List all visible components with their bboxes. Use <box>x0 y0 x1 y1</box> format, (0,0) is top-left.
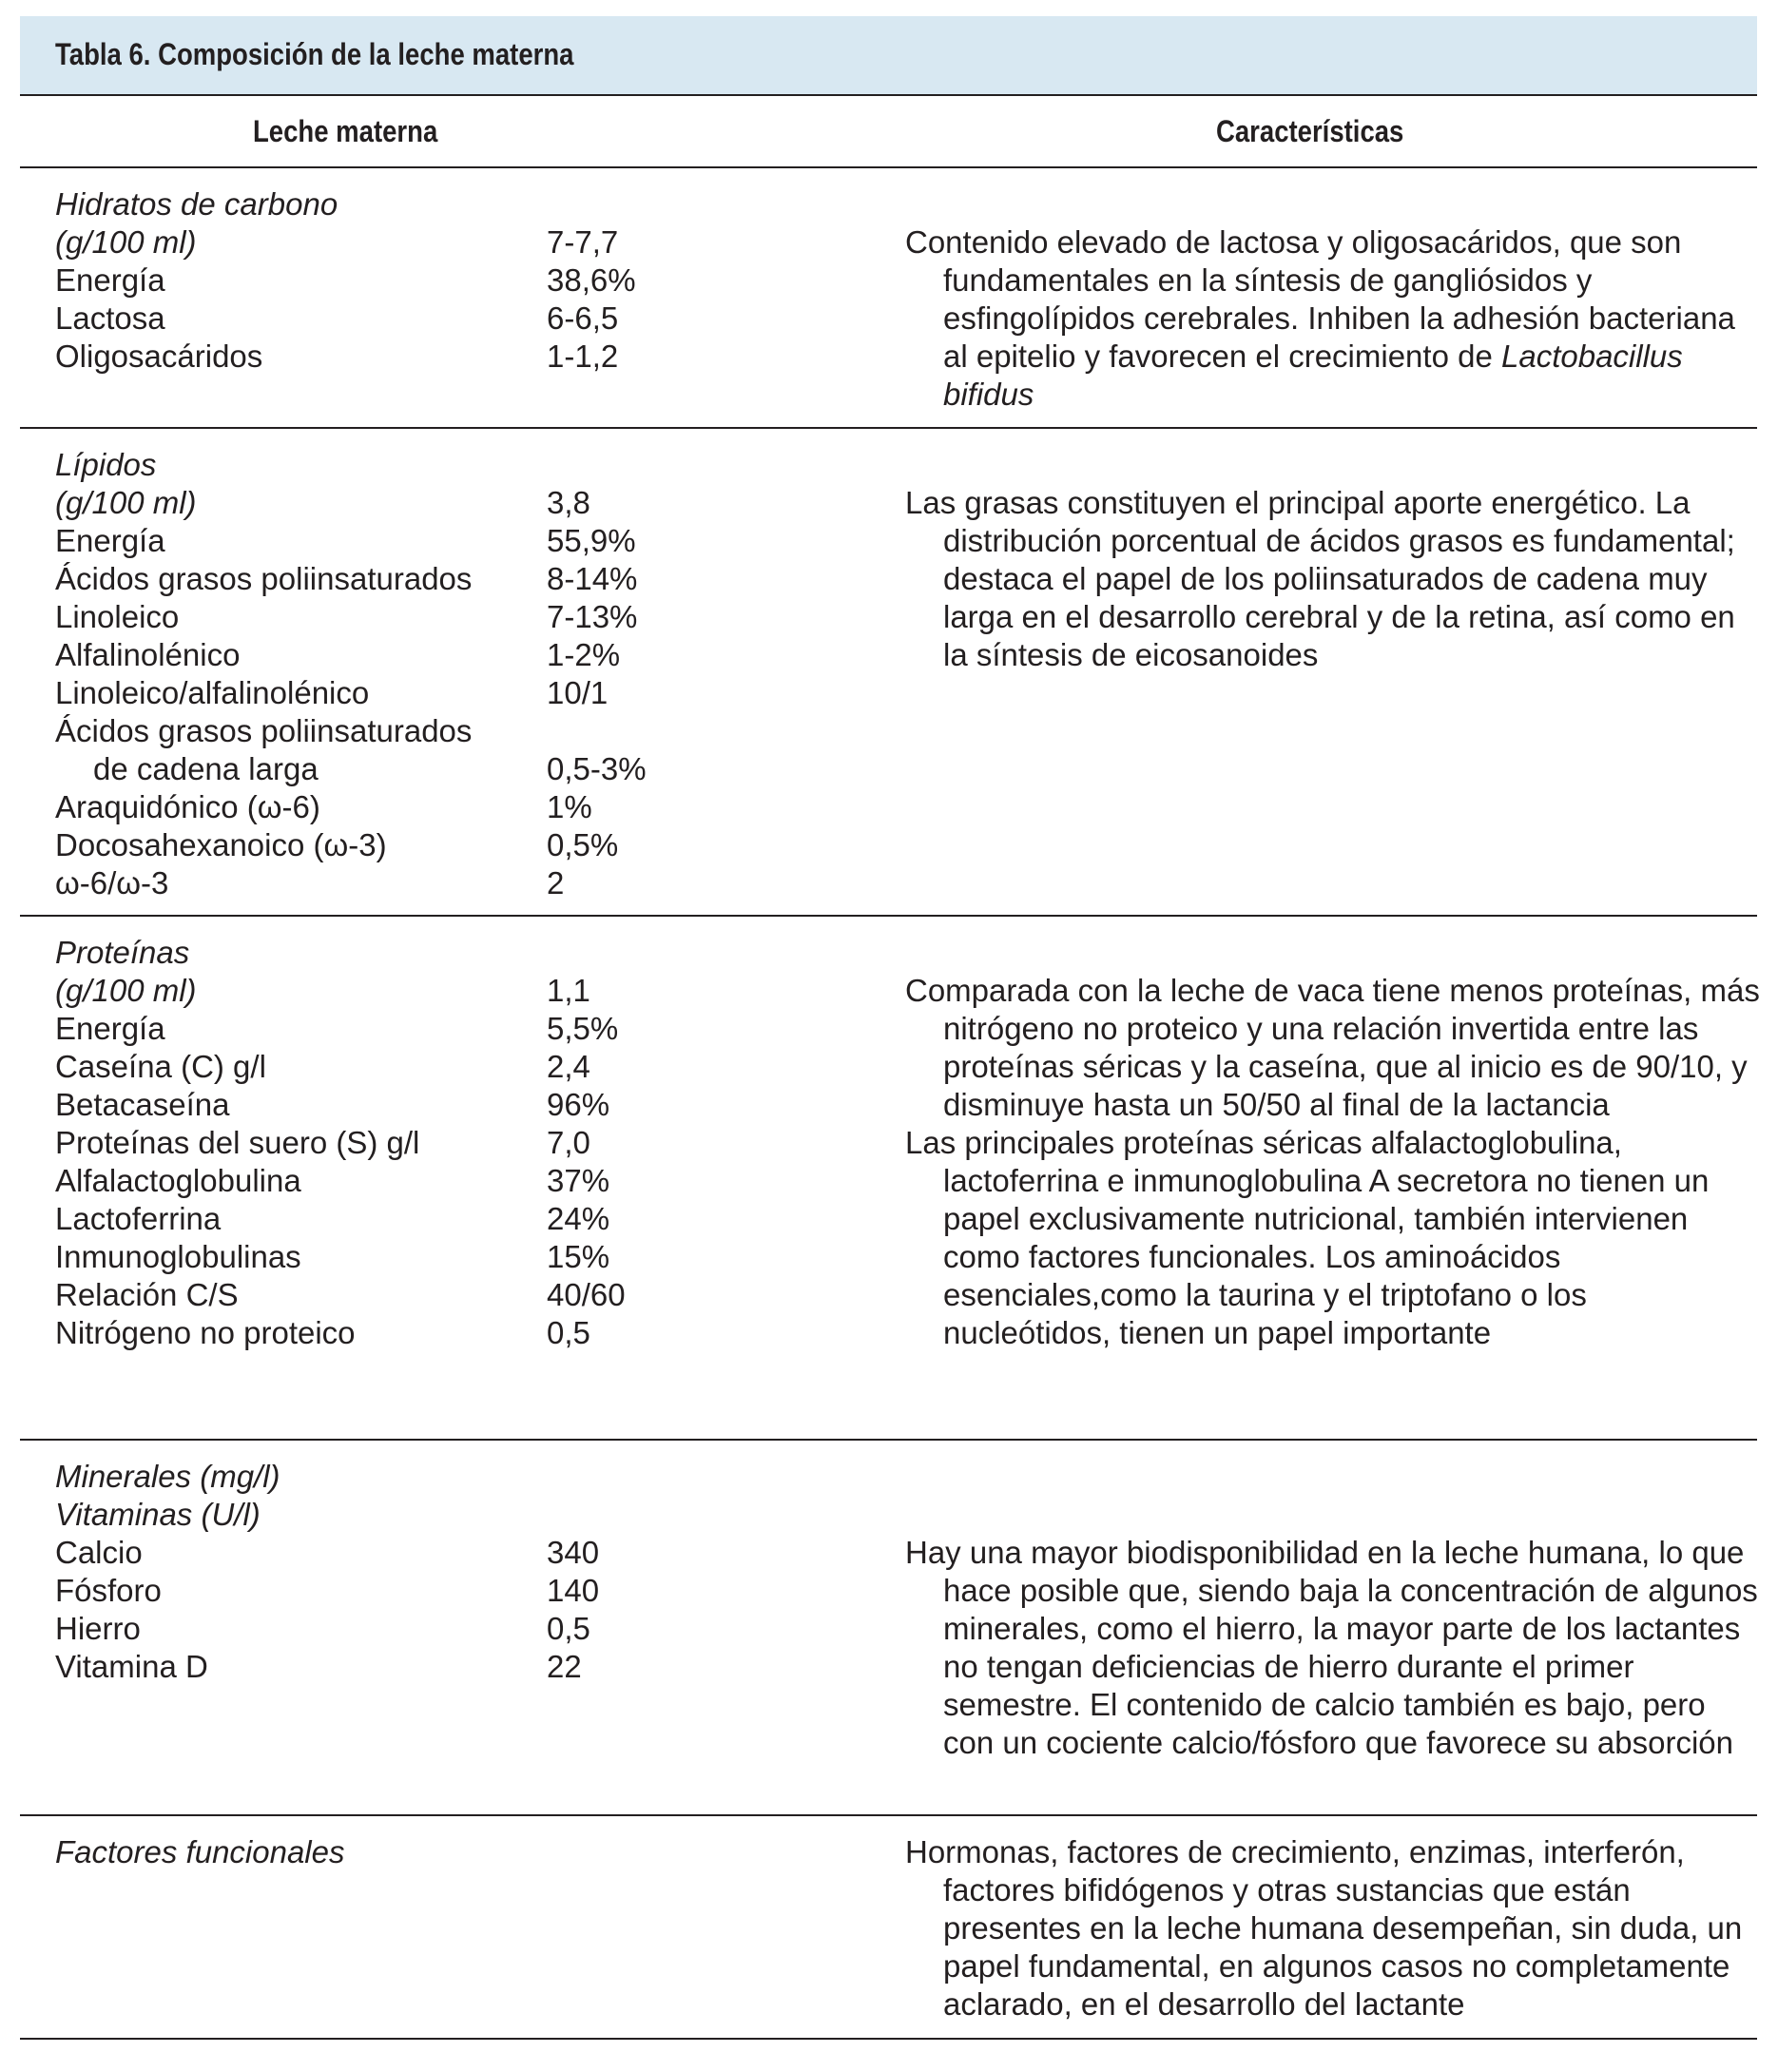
parameter-label: Minerales (mg/l) <box>55 1459 280 1494</box>
table-row <box>55 223 832 261</box>
parameter-label: Ácidos grasos poliinsaturados <box>55 713 473 748</box>
column-header-leche-materna: Leche materna <box>253 114 438 148</box>
parameter-label: Docosahexanoico (ω-3) <box>55 827 387 862</box>
table-row <box>55 712 832 750</box>
table-row <box>55 972 832 1010</box>
parameter-value <box>547 1833 832 1871</box>
parameter-value: 1% <box>547 789 592 824</box>
table-row <box>55 750 832 788</box>
table-row <box>55 185 832 223</box>
table-row <box>55 826 832 864</box>
parameter-value <box>547 712 832 750</box>
table-section <box>20 917 1760 1441</box>
parameter-label: de cadena larga <box>93 751 319 786</box>
table-section <box>20 1816 1757 2040</box>
parameter-label: Fósforo <box>55 1573 162 1608</box>
table-row <box>55 1276 832 1314</box>
parameter-label: (g/100 ml) <box>55 485 197 520</box>
parameter-value: 0,5% <box>547 827 619 862</box>
parameter-label: (g/100 ml) <box>55 973 197 1008</box>
table-row <box>55 522 832 560</box>
parameter-label: Betacaseína <box>55 1087 230 1122</box>
parameter-value: 22 <box>547 1649 582 1684</box>
parameter-label: Araquidónico (ω-6) <box>55 789 320 824</box>
table-row <box>55 484 832 522</box>
parameter-label: ω-6/ω-3 <box>55 865 169 900</box>
parameter-label: Alfalinolénico <box>55 637 241 672</box>
table-row <box>55 1458 832 1496</box>
section-characteristics <box>905 972 1761 1352</box>
table-row <box>55 1572 832 1610</box>
parameter-value: 96% <box>547 1087 610 1122</box>
parameter-value: 7-7,7 <box>547 224 619 260</box>
table-header <box>20 95 1757 168</box>
section-parameters <box>55 934 832 1352</box>
section-parameters <box>55 185 832 376</box>
parameter-label: Proteínas del suero (S) g/l <box>55 1125 420 1160</box>
section-characteristics <box>905 223 1761 414</box>
table-section <box>20 1441 1757 1816</box>
parameter-value: 1,1 <box>547 973 590 1008</box>
table-row <box>55 1124 832 1162</box>
table-title: Tabla 6. Composición de la leche materna <box>55 37 574 71</box>
table-row <box>55 1833 832 1871</box>
parameter-label: Hierro <box>55 1611 141 1646</box>
parameter-value: 40/60 <box>547 1277 626 1312</box>
parameter-value: 10/1 <box>547 675 609 710</box>
parameter-label: Lípidos <box>55 447 157 482</box>
parameter-value <box>547 185 832 223</box>
parameter-value: 340 <box>547 1535 600 1570</box>
parameter-value: 7-13% <box>547 599 638 634</box>
parameter-label: Oligosacáridos <box>55 339 263 374</box>
parameter-value: 15% <box>547 1239 610 1274</box>
table-row <box>55 300 832 338</box>
table-row <box>55 1162 832 1200</box>
table-section <box>20 429 1757 917</box>
table-row <box>55 1238 832 1276</box>
section-characteristics <box>905 1534 1761 1762</box>
parameter-value: 8-14% <box>547 561 638 596</box>
table-row <box>55 788 832 826</box>
parameter-value: 5,5% <box>547 1011 619 1046</box>
parameter-label: Alfalactoglobulina <box>55 1163 301 1198</box>
table-row <box>55 261 832 300</box>
parameter-value: 24% <box>547 1201 610 1236</box>
parameter-label: Calcio <box>55 1535 143 1570</box>
table-row <box>55 338 832 376</box>
parameter-label: Energía <box>55 1011 165 1046</box>
parameter-label: Linoleico <box>55 599 180 634</box>
parameter-label: Inmunoglobulinas <box>55 1239 301 1274</box>
parameter-value: 6-6,5 <box>547 300 619 336</box>
parameter-value: 7,0 <box>547 1125 590 1160</box>
parameter-value: 55,9% <box>547 523 636 558</box>
characteristic-text: Comparada con la leche de vaca tiene menos proteínas, más nitrógeno no proteico y una relación invertida entre las proteínas séricas y la caseína, que al inicio es de 90/10, y disminuye hasta un 50/50 al final de la lactancia <box>905 973 1760 1122</box>
section-parameters <box>55 1833 832 1871</box>
characteristic-text: Hay una mayor biodisponibilidad en la leche humana, lo que hace posible que, siendo baja la concentración de algunos minerales, como el hierro, la mayor parte de los lactantes no tengan deficiencias de hierro durante el primer semestre. El contenido de calcio también es bajo, pero con un cociente calcio/fósforo que favorece su absorción <box>905 1535 1758 1760</box>
section-characteristics <box>905 484 1761 674</box>
table-row <box>55 1048 832 1086</box>
parameter-label: Proteínas <box>55 935 190 970</box>
parameter-label: (g/100 ml) <box>55 224 197 260</box>
parameter-label: Nitrógeno no proteico <box>55 1315 356 1350</box>
table-row <box>55 934 832 972</box>
parameter-label: Energía <box>55 523 165 558</box>
parameter-label: Linoleico/alfalinolénico <box>55 675 370 710</box>
parameter-value: 38,6% <box>547 262 636 298</box>
section-parameters <box>55 446 832 902</box>
parameter-label: Ácidos grasos poliinsaturados <box>55 561 473 596</box>
table-row <box>55 1648 832 1686</box>
parameter-label: Relación C/S <box>55 1277 239 1312</box>
parameter-value: 3,8 <box>547 485 590 520</box>
parameter-value: 1-2% <box>547 637 621 672</box>
parameter-value <box>547 1496 832 1534</box>
parameter-label: Factores funcionales <box>55 1834 345 1869</box>
characteristic-text: Las principales proteínas séricas alfalactoglobulina, lactoferrina e inmunoglobulina A secretora no tienen un papel exclusivamente nutricional, también intervienen como factores funcionales. Los aminoácidos esenciales,como la taurina y el triptofano o los nucleótidos, tienen un papel importante <box>905 1125 1710 1350</box>
parameter-label: Lactoferrina <box>55 1201 222 1236</box>
parameter-value: 2,4 <box>547 1049 590 1084</box>
parameter-value: 0,5 <box>547 1611 590 1646</box>
table-row <box>55 598 832 636</box>
table-row <box>55 636 832 674</box>
table-row <box>55 446 832 484</box>
characteristic-text: Las grasas constituyen el principal aporte energético. La distribución porcentual de ácidos grasos es fundamental; destaca el papel de los poliinsaturados de cadena muy larga en el desarrollo cerebral y de la retina, así como en la síntesis de eicosanoides <box>905 485 1735 672</box>
parameter-value <box>547 1458 832 1496</box>
table-section <box>20 168 1757 429</box>
section-characteristics <box>905 1833 1761 2024</box>
parameter-value: 0,5-3% <box>547 751 647 786</box>
section-parameters <box>55 1458 832 1686</box>
parameter-label: Lactosa <box>55 300 165 336</box>
parameter-value: 140 <box>547 1573 600 1608</box>
table-row <box>55 560 832 598</box>
parameter-value <box>547 446 832 484</box>
characteristic-text: Hormonas, factores de crecimiento, enzimas, interferón, factores bifidógenos y otras sustancias que están presentes en la leche humana desempeñan, sin duda, un papel fundamental, en algunos casos no completamente aclarado, en el desarrollo del lactante <box>905 1834 1743 2022</box>
parameter-label: Hidratos de carbono <box>55 186 338 222</box>
table-row <box>55 864 832 902</box>
parameter-value: 1-1,2 <box>547 339 619 374</box>
table-row <box>55 1200 832 1238</box>
table-row <box>55 1534 832 1572</box>
table-row <box>55 1610 832 1648</box>
table-row <box>55 674 832 712</box>
table-row <box>55 1314 832 1352</box>
parameter-value: 0,5 <box>547 1315 590 1350</box>
parameter-value: 37% <box>547 1163 610 1198</box>
table-row <box>55 1496 832 1534</box>
characteristic-text: Contenido elevado de lactosa y oligosacáridos, que son fundamentales en la síntesis de gangliósidos y esfingolípidos cerebrales. Inhiben la adhesión bacteriana al epitelio y favorecen el crecimiento de Lactobacillus bifidus <box>905 224 1735 412</box>
column-header-caracteristicas: Características <box>1216 114 1404 148</box>
table-title-band <box>20 16 1757 96</box>
table-row <box>55 1010 832 1048</box>
parameter-label: Caseína (C) g/l <box>55 1049 266 1084</box>
table-row <box>55 1086 832 1124</box>
parameter-label: Vitaminas (U/l) <box>55 1497 261 1532</box>
parameter-value <box>547 934 832 972</box>
parameter-label: Vitamina D <box>55 1649 208 1684</box>
parameter-label: Energía <box>55 262 165 298</box>
parameter-value: 2 <box>547 865 565 900</box>
